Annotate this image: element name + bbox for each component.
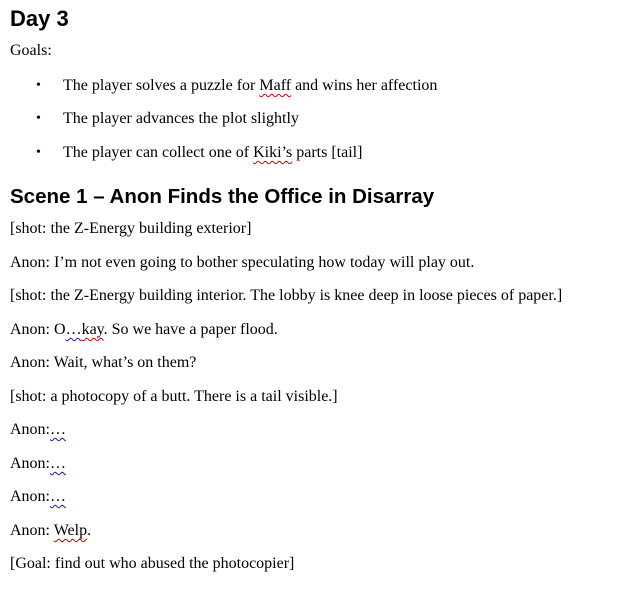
bullet-icon: • — [36, 78, 41, 93]
spellcheck-flag: Kiki’s — [253, 144, 293, 161]
grammar-flag: … — [50, 488, 66, 505]
goal-text: The player can collect one of Kiki’s parts [tail] — [63, 144, 363, 161]
script-line: Anon:… — [10, 455, 66, 472]
spellcheck-flag: kay — [81, 321, 104, 338]
grammar-flag: … — [65, 321, 82, 338]
spellcheck-flag: Maff — [259, 77, 292, 94]
bullet-icon: • — [36, 145, 41, 160]
script-line: [shot: the Z-Energy building interior. The lobby is knee deep in loose pieces of paper.] — [10, 287, 563, 304]
script-line: Anon: Wait, what’s on them? — [10, 354, 197, 371]
goal-text: The player solves a puzzle for Maff and wins her affection — [63, 77, 438, 94]
script-line: Anon:… — [10, 421, 66, 438]
day-heading: Day 3 — [10, 6, 69, 31]
script-line: [shot: the Z-Energy building exterior] — [10, 220, 252, 237]
goals-label: Goals: — [10, 42, 52, 59]
script-line: Anon:… — [10, 488, 66, 505]
script-line: [Goal: find out who abused the photocopier] — [10, 555, 295, 572]
spellcheck-flag: Welp — [53, 522, 88, 539]
script-line: Anon: I’m not even going to bother speculating how today will play out. — [10, 254, 475, 271]
goal-text: The player advances the plot slightly — [63, 110, 299, 127]
script-line: Anon: Welp. — [10, 522, 92, 539]
scene-heading: Scene 1 – Anon Finds the Office in Disarray — [10, 185, 435, 208]
grammar-flag: … — [50, 455, 66, 472]
script-line: Anon: O…kay. So we have a paper flood. — [10, 321, 278, 338]
bullet-icon: • — [36, 111, 41, 126]
script-line: [shot: a photocopy of a butt. There is a tail visible.] — [10, 388, 338, 405]
grammar-flag: … — [50, 421, 66, 438]
